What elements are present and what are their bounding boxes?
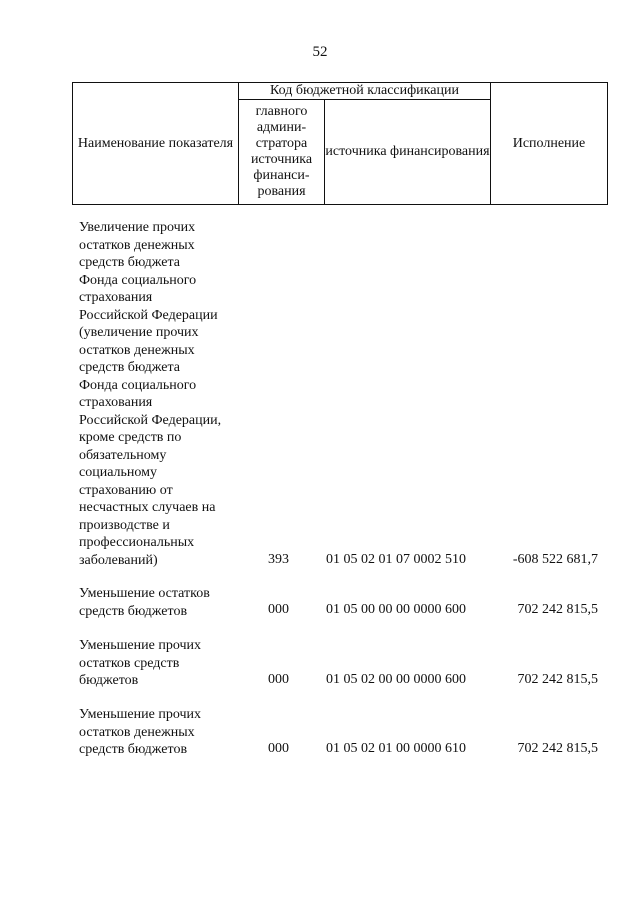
row-execution: 702 242 815,5 (517, 741, 598, 756)
table-header (72, 82, 608, 205)
row-source-code: 01 05 00 00 00 0000 600 (326, 602, 466, 617)
row-name: Уменьшение прочих остатков денежных средств бюджетов (79, 707, 201, 757)
row-name: Увеличение прочих остатков денежных средств бюджета Фонда социального страхования Российской Федерации (увеличение прочих остатков денежных средств бюджета Фонда социального страхования Российской Федерации, кроме средств по обязательному социальному страхованию от несчастных случаев на производстве и профессиональных заболеваний) (79, 220, 222, 568)
row-admin-code: 000 (268, 741, 289, 756)
header-name: Наименование показателя (73, 83, 239, 205)
header-execution: Исполнение (491, 83, 608, 205)
row-execution: -608 522 681,7 (512, 552, 598, 567)
page-number: 52 (312, 44, 328, 60)
row-admin-code: 393 (268, 552, 289, 567)
row-execution: 702 242 815,5 (517, 672, 598, 687)
row-execution: 702 242 815,5 (517, 602, 598, 617)
row-source-code: 01 05 02 00 00 0000 600 (326, 672, 466, 687)
row-source-code: 01 05 02 01 07 0002 510 (326, 552, 466, 567)
row-name: Уменьшение прочих остатков средств бюджетов (79, 638, 201, 688)
row-admin-code: 000 (268, 602, 289, 617)
header-admin: главного админи-стратора источника финанси-рования (239, 100, 325, 205)
header-source: источника финансирования (325, 100, 491, 205)
header-budget-code: Код бюджетной классификации (239, 83, 491, 100)
row-name: Уменьшение остатков средств бюджетов (79, 586, 210, 619)
row-admin-code: 000 (268, 672, 289, 687)
row-source-code: 01 05 02 01 00 0000 610 (326, 741, 466, 756)
